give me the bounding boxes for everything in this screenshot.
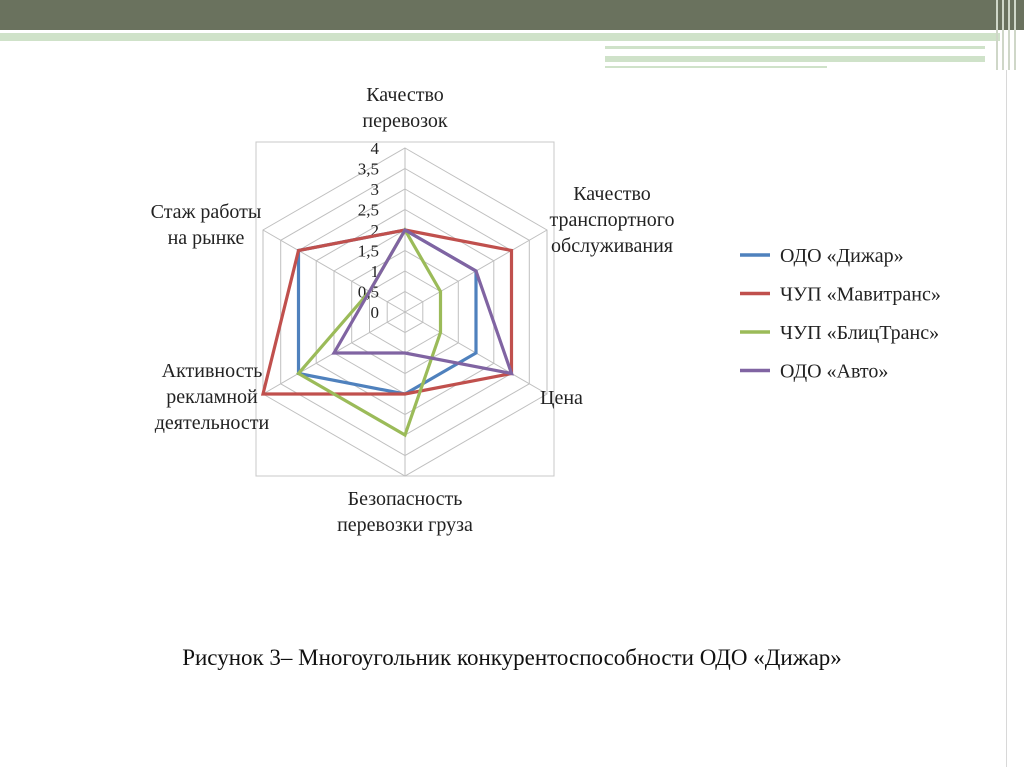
scale-tick-label: 3: [370, 180, 379, 199]
figure-caption: Рисунок 3– Многоугольник конкурентоспособности ОДО «Дижар»: [182, 645, 842, 670]
axis-label-line: перевозок: [362, 110, 448, 132]
axis-label: [540, 387, 583, 409]
axis-label-line: Стаж работы: [150, 201, 262, 223]
axis-label: [362, 84, 448, 132]
scale-tick-label: 1,5: [357, 241, 379, 261]
axis-label: [151, 201, 262, 249]
scale-tick-label: 0,5: [357, 282, 379, 302]
legend-label: ОДО «Авто»: [780, 360, 889, 383]
axis-label-line: Цена: [540, 387, 583, 409]
axis-label-line: перевозки груза: [337, 514, 473, 536]
axis-label-line: Активность: [161, 360, 263, 382]
axis-label: [155, 360, 270, 434]
scale-tick-label: 2,5: [357, 200, 379, 220]
scale-tick-label: 2: [370, 221, 379, 240]
axis-label-line: рекламной: [166, 386, 258, 408]
legend-label: ЧУП «Мавитранс»: [780, 283, 941, 306]
axis-label-line: Качество: [366, 84, 444, 106]
legend-label: ОДО «Дижар»: [780, 245, 904, 267]
axis-label-line: транспортного: [549, 209, 675, 231]
axis-label-line: Качество: [573, 183, 651, 205]
axis-label-line: деятельности: [154, 412, 270, 434]
axis-label-line: Безопасность: [347, 488, 463, 510]
scale-tick-label: 0: [370, 303, 379, 322]
axis-label: [337, 488, 473, 536]
legend-label: ЧУП «БлицТранс»: [780, 322, 940, 344]
axis-label-line: обслуживания: [551, 235, 673, 257]
axis-label-line: на рынке: [167, 227, 245, 249]
scale-tick-label: 4: [370, 139, 379, 158]
scale-tick-label: 3,5: [357, 159, 379, 179]
scale-tick-label: 1: [370, 262, 379, 281]
axis-label: [549, 183, 674, 257]
